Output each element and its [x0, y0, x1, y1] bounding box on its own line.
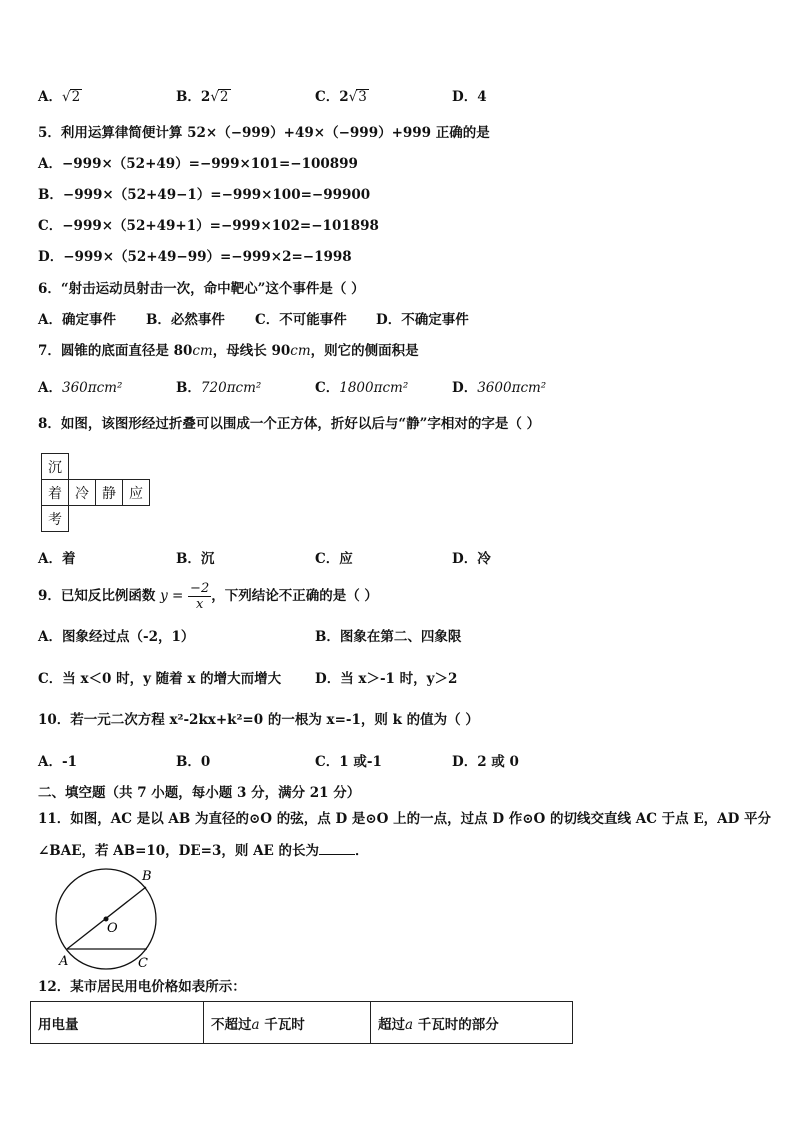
q6-option-c: C．不可能事件 [255, 312, 347, 328]
q4-option-a-radicand: 2 [71, 89, 81, 105]
table-cell-usage: 用电量 [31, 1002, 204, 1044]
electricity-price-table [30, 1001, 573, 1044]
q12-stem: 12．某市居民用电价格如表所示： [38, 979, 246, 995]
q8-option-d: D．冷 [452, 551, 491, 567]
q9-stem: 9．已知反比例函数 y = $\frac{-2}{x}$ ，下列结论不正确的是（ ） [38, 581, 378, 612]
q10-option-d: D．2 或 0 [452, 754, 519, 770]
q10-stem: 10．若一元二次方程 x²-2kx+k²=0 的一根为 x=-1，则 k 的值为（ ） [38, 712, 479, 728]
answer-blank[interactable] [319, 854, 355, 855]
q6-stem: 6．“射击运动员射击一次，命中靶心”这个事件是（ ） [38, 281, 365, 297]
cube-face-bottom: 考 [42, 506, 69, 532]
label-b: B [142, 869, 152, 884]
q7-stem: 7．圆锥的底面直径是 80cm，母线长 90cm，则它的侧面积是 [38, 343, 419, 359]
q6-option-b: B．必然事件 [146, 312, 225, 328]
cube-face-top: 沉 [42, 454, 69, 480]
q5-option-b: B．−999×（52+49−1）=−999×100=−99900 [38, 187, 371, 203]
table-row [31, 1002, 573, 1044]
table-cell-under-a: 不超过a 千瓦时 [204, 1002, 371, 1044]
label-o: O [107, 921, 118, 936]
q4-option-b-radicand: 2 [219, 89, 229, 105]
q7-option-b: B．720πcm² [176, 380, 262, 396]
q7-option-a: A．360πcm² [38, 380, 123, 396]
q9-option-c: C．当 x＜0 时，y 随着 x 的增大而增大 [38, 671, 282, 687]
q4-option-c-radicand: 3 [358, 89, 367, 105]
cube-face-1: 着 [42, 480, 69, 506]
label-a: A [59, 954, 69, 969]
q4-option-c: C．2√3 [315, 89, 367, 105]
q6-option-d: D．不确定事件 [376, 312, 469, 328]
section-2-title: 二、填空题（共 7 小题，每小题 3 分，满分 21 分） [38, 785, 361, 801]
label-c: C [138, 956, 148, 971]
q10-option-a: A．-1 [38, 754, 77, 770]
q10-option-b: B．0 [176, 754, 211, 770]
q8-option-c: C．应 [315, 551, 353, 567]
q7-option-c: C．1800πcm² [315, 380, 409, 396]
q4-option-b: B．2√2 [176, 89, 229, 105]
q5-stem: 5．利用运算律简便计算 52×（−999）+49×（−999）+999 正确的是 [38, 125, 490, 141]
q8-option-a: A．着 [38, 551, 76, 567]
cube-face-2: 冷 [69, 480, 96, 506]
cube-face-4: 应 [123, 480, 150, 506]
circle-geometry-figure [45, 865, 165, 975]
q11-line-1: 11．如图，AC 是以 AB 为直径的⊙O 的弦，点 D 是⊙O 上的一点，过点 D 作⊙O 的切线交直线 AC 于点 E，AD 平分 [38, 811, 772, 827]
cube-net-figure [41, 453, 150, 532]
q8-option-b: B．沉 [176, 551, 215, 567]
q5-option-c: C．−999×（52+49+1）=−999×102=−101898 [38, 218, 379, 234]
q10-option-c: C．1 或-1 [315, 754, 382, 770]
q6-option-a: A．确定事件 [38, 312, 116, 328]
q5-option-a: A．−999×（52+49）=−999×101=−100899 [38, 156, 358, 172]
q9-option-b: B．图象在第二、四象限 [315, 629, 462, 645]
q4-option-a: A．√2 [38, 89, 81, 105]
q5-option-d: D．−999×（52+49−99）=−999×2=−1998 [38, 249, 352, 265]
q7-option-d: D．3600πcm² [452, 380, 547, 396]
q4-option-d: D．4 [452, 89, 487, 105]
table-cell-over-a: 超过a 千瓦时的部分 [371, 1002, 573, 1044]
q9-fraction: $\frac{-2}{x}$ [190, 581, 210, 612]
q8-stem: 8．如图，该图形经过折叠可以围成一个正方体，折好以后与“静”字相对的字是（ ） [38, 416, 541, 432]
q9-option-a: A．图象经过点（-2，1） [38, 629, 195, 645]
cube-face-3: 静 [96, 480, 123, 506]
q11-line-2: ∠BAE，若 AB=10，DE=3，则 AE 的长为 ． [38, 843, 369, 859]
q9-option-d: D．当 x＞-1 时，y＞2 [315, 671, 458, 687]
